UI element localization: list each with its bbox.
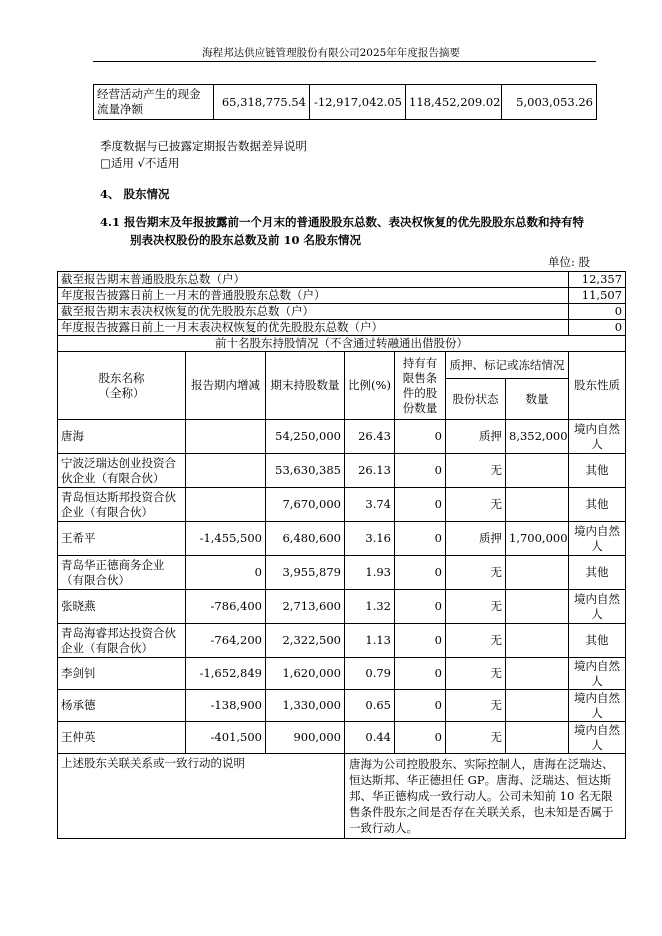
shareholder-status: 无 (446, 624, 506, 658)
table-row (58, 522, 626, 556)
table-row (58, 658, 626, 690)
header-name-label: 股东名称 (98, 370, 145, 385)
shareholder-nature: 境内自然人 (569, 722, 626, 754)
summary-value: 12,357 (569, 272, 626, 288)
shareholder-status: 无 (446, 690, 506, 722)
shareholder-name: 宁波泛瑞达创业投资合伙企业（有限合伙） (58, 454, 186, 488)
shareholder-restricted: 0 (395, 590, 446, 624)
shareholder-restricted: 0 (395, 522, 446, 556)
unit-label: 单位: 股 (548, 255, 591, 269)
summary-value: 11,507 (569, 288, 626, 304)
shareholder-qty (506, 488, 569, 522)
cashflow-label-line2: 流量净额 (97, 102, 143, 116)
summary-label: 年度报告披露日前上一月末表决权恢复的优先股股东总数（户） (58, 320, 569, 336)
header-row (58, 352, 626, 379)
relation-text: 唐海为公司控股股东、实际控制人，唐海在泛瑞达、恒达斯邦、华正德担任 GP。唐海、泛瑞达、恒达斯邦、华正德构成一致行动人。公司未知前 10 名无限售条件股东之间是否存在关联关系，也未知是否属于一致行动人。 (345, 754, 626, 839)
shareholder-status: 无 (446, 488, 506, 522)
header-nature: 股东性质 (569, 352, 626, 420)
subsection-line2: 别表决权股份的股东总数及前 10 名股东情况 (130, 233, 362, 247)
shareholder-qty (506, 590, 569, 624)
shareholder-qty (506, 556, 569, 590)
shareholder-held: 1,620,000 (266, 658, 345, 690)
shareholder-name: 青岛恒达斯邦投资合伙企业（有限合伙） (58, 488, 186, 522)
shareholder-status: 无 (446, 454, 506, 488)
shareholder-restricted: 0 (395, 454, 446, 488)
shareholder-qty: 8,352,000 (506, 420, 569, 454)
shareholder-qty (506, 624, 569, 658)
header-name (58, 352, 186, 420)
table-row (58, 420, 626, 454)
cashflow-q4: 5,003,053.26 (502, 85, 597, 120)
shareholder-status: 无 (446, 556, 506, 590)
shareholder-status: 无 (446, 658, 506, 690)
header-rule (93, 61, 596, 62)
shareholder-name: 王希平 (58, 522, 186, 556)
shareholder-nature: 境内自然人 (569, 658, 626, 690)
shareholder-name: 杨承德 (58, 690, 186, 722)
shareholder-name: 青岛华正德商务企业（有限合伙） (58, 556, 186, 590)
shareholder-restricted: 0 (395, 624, 446, 658)
shareholder-change: 0 (186, 556, 266, 590)
table-row (58, 454, 626, 488)
shareholder-change: -401,500 (186, 722, 266, 754)
summary-label: 年度报告披露日前上一月末的普通股股东总数（户） (58, 288, 569, 304)
summary-value: 0 (569, 320, 626, 336)
shareholder-qty (506, 690, 569, 722)
header-pledge-qty: 数量 (506, 379, 569, 420)
relation-label: 上述股东关联关系或一致行动的说明 (58, 754, 345, 839)
cashflow-table (93, 84, 597, 120)
shareholder-ratio: 26.43 (345, 420, 395, 454)
shareholder-change: -1,652,849 (186, 658, 266, 690)
header-held: 期末持股数量 (266, 352, 345, 420)
shareholder-qty (506, 658, 569, 690)
shareholder-name: 李剑钊 (58, 658, 186, 690)
shareholder-ratio: 1.13 (345, 624, 395, 658)
cashflow-q3: 118,452,209.02 (406, 85, 502, 120)
shareholder-held: 54,250,000 (266, 420, 345, 454)
shareholder-ratio: 0.79 (345, 658, 395, 690)
table-row (58, 590, 626, 624)
top10-title: 前十名股东持股情况（不含通过转融通出借股份） (58, 336, 626, 352)
table-row (58, 320, 626, 336)
shareholder-nature: 其他 (569, 556, 626, 590)
shareholder-restricted: 0 (395, 556, 446, 590)
shareholder-status: 无 (446, 722, 506, 754)
cashflow-q1: 65,318,775.54 (214, 85, 310, 120)
table-row (58, 556, 626, 590)
table-row (58, 690, 626, 722)
diff-note-options: □适用 √不适用 (100, 156, 180, 170)
shareholder-restricted: 0 (395, 658, 446, 690)
shareholder-change: -764,200 (186, 624, 266, 658)
shareholder-change (186, 420, 266, 454)
shareholder-qty (506, 454, 569, 488)
table-row (58, 336, 626, 352)
header-restricted: 持有有限售条件的股份数量 (395, 352, 446, 420)
shareholder-restricted: 0 (395, 690, 446, 722)
header-change: 报告期内增减 (186, 352, 266, 420)
shareholder-restricted: 0 (395, 420, 446, 454)
shareholder-qty (506, 722, 569, 754)
shareholder-name: 张晓燕 (58, 590, 186, 624)
shareholder-ratio: 26.13 (345, 454, 395, 488)
shareholder-nature: 境内自然人 (569, 522, 626, 556)
shareholder-held: 3,955,879 (266, 556, 345, 590)
shareholder-status: 质押 (446, 420, 506, 454)
page-header: 海程邦达供应链管理股份有限公司2025年年度报告摘要 (202, 47, 460, 59)
summary-value: 0 (569, 304, 626, 320)
header-name-sub: （全称） (98, 385, 145, 400)
shareholder-nature: 境内自然人 (569, 590, 626, 624)
shareholder-change: -786,400 (186, 590, 266, 624)
cashflow-label-line1: 经营活动产生的现金 (97, 87, 201, 101)
summary-label: 截至报告期末普通股股东总数（户） (58, 272, 569, 288)
shareholder-name: 王仲英 (58, 722, 186, 754)
shareholder-nature: 境内自然人 (569, 690, 626, 722)
shareholder-held: 7,670,000 (266, 488, 345, 522)
shareholder-status: 质押 (446, 522, 506, 556)
shareholder-restricted: 0 (395, 488, 446, 522)
shareholder-ratio: 3.16 (345, 522, 395, 556)
table-row (58, 722, 626, 754)
shareholder-qty: 1,700,000 (506, 522, 569, 556)
shareholder-change: -1,455,500 (186, 522, 266, 556)
cashflow-q2: -12,917,042.05 (310, 85, 406, 120)
shareholder-nature: 其他 (569, 454, 626, 488)
shareholder-held: 900,000 (266, 722, 345, 754)
table-row (58, 488, 626, 522)
shareholder-ratio: 1.32 (345, 590, 395, 624)
table-row (58, 304, 626, 320)
diff-note-title: 季度数据与已披露定期报告数据差异说明 (100, 139, 307, 153)
shareholder-change (186, 488, 266, 522)
table-row (58, 272, 626, 288)
table-row (58, 754, 626, 839)
shareholder-restricted: 0 (395, 722, 446, 754)
table-row (58, 288, 626, 304)
cashflow-label (94, 85, 214, 120)
summary-label: 截至报告期末表决权恢复的优先股股东总数（户） (58, 304, 569, 320)
shareholder-ratio: 1.93 (345, 556, 395, 590)
shareholder-name: 唐海 (58, 420, 186, 454)
shareholder-nature: 其他 (569, 624, 626, 658)
table-row (58, 624, 626, 658)
table-row (94, 85, 597, 120)
section-heading: 4、 股东情况 (100, 187, 170, 201)
shareholder-held: 1,330,000 (266, 690, 345, 722)
shareholder-table (57, 271, 626, 839)
shareholder-held: 6,480,600 (266, 522, 345, 556)
shareholder-change (186, 454, 266, 488)
shareholder-held: 53,630,385 (266, 454, 345, 488)
shareholder-held: 2,713,600 (266, 590, 345, 624)
shareholder-nature: 境内自然人 (569, 420, 626, 454)
shareholder-status: 无 (446, 590, 506, 624)
shareholder-ratio: 3.74 (345, 488, 395, 522)
shareholder-change: -138,900 (186, 690, 266, 722)
subsection-line1: 4.1 报告期末及年报披露前一个月末的普通股股东总数、表决权恢复的优先股股东总数和持有特 (100, 215, 585, 229)
header-pledge-group: 质押、标记或冻结情况 (446, 352, 569, 379)
shareholder-held: 2,322,500 (266, 624, 345, 658)
shareholder-nature: 其他 (569, 488, 626, 522)
shareholder-ratio: 0.44 (345, 722, 395, 754)
header-ratio: 比例(%) (345, 352, 395, 420)
shareholder-ratio: 0.65 (345, 690, 395, 722)
header-pledge-status: 股份状态 (446, 379, 506, 420)
shareholder-name: 青岛海睿邦达投资合伙企业（有限合伙） (58, 624, 186, 658)
